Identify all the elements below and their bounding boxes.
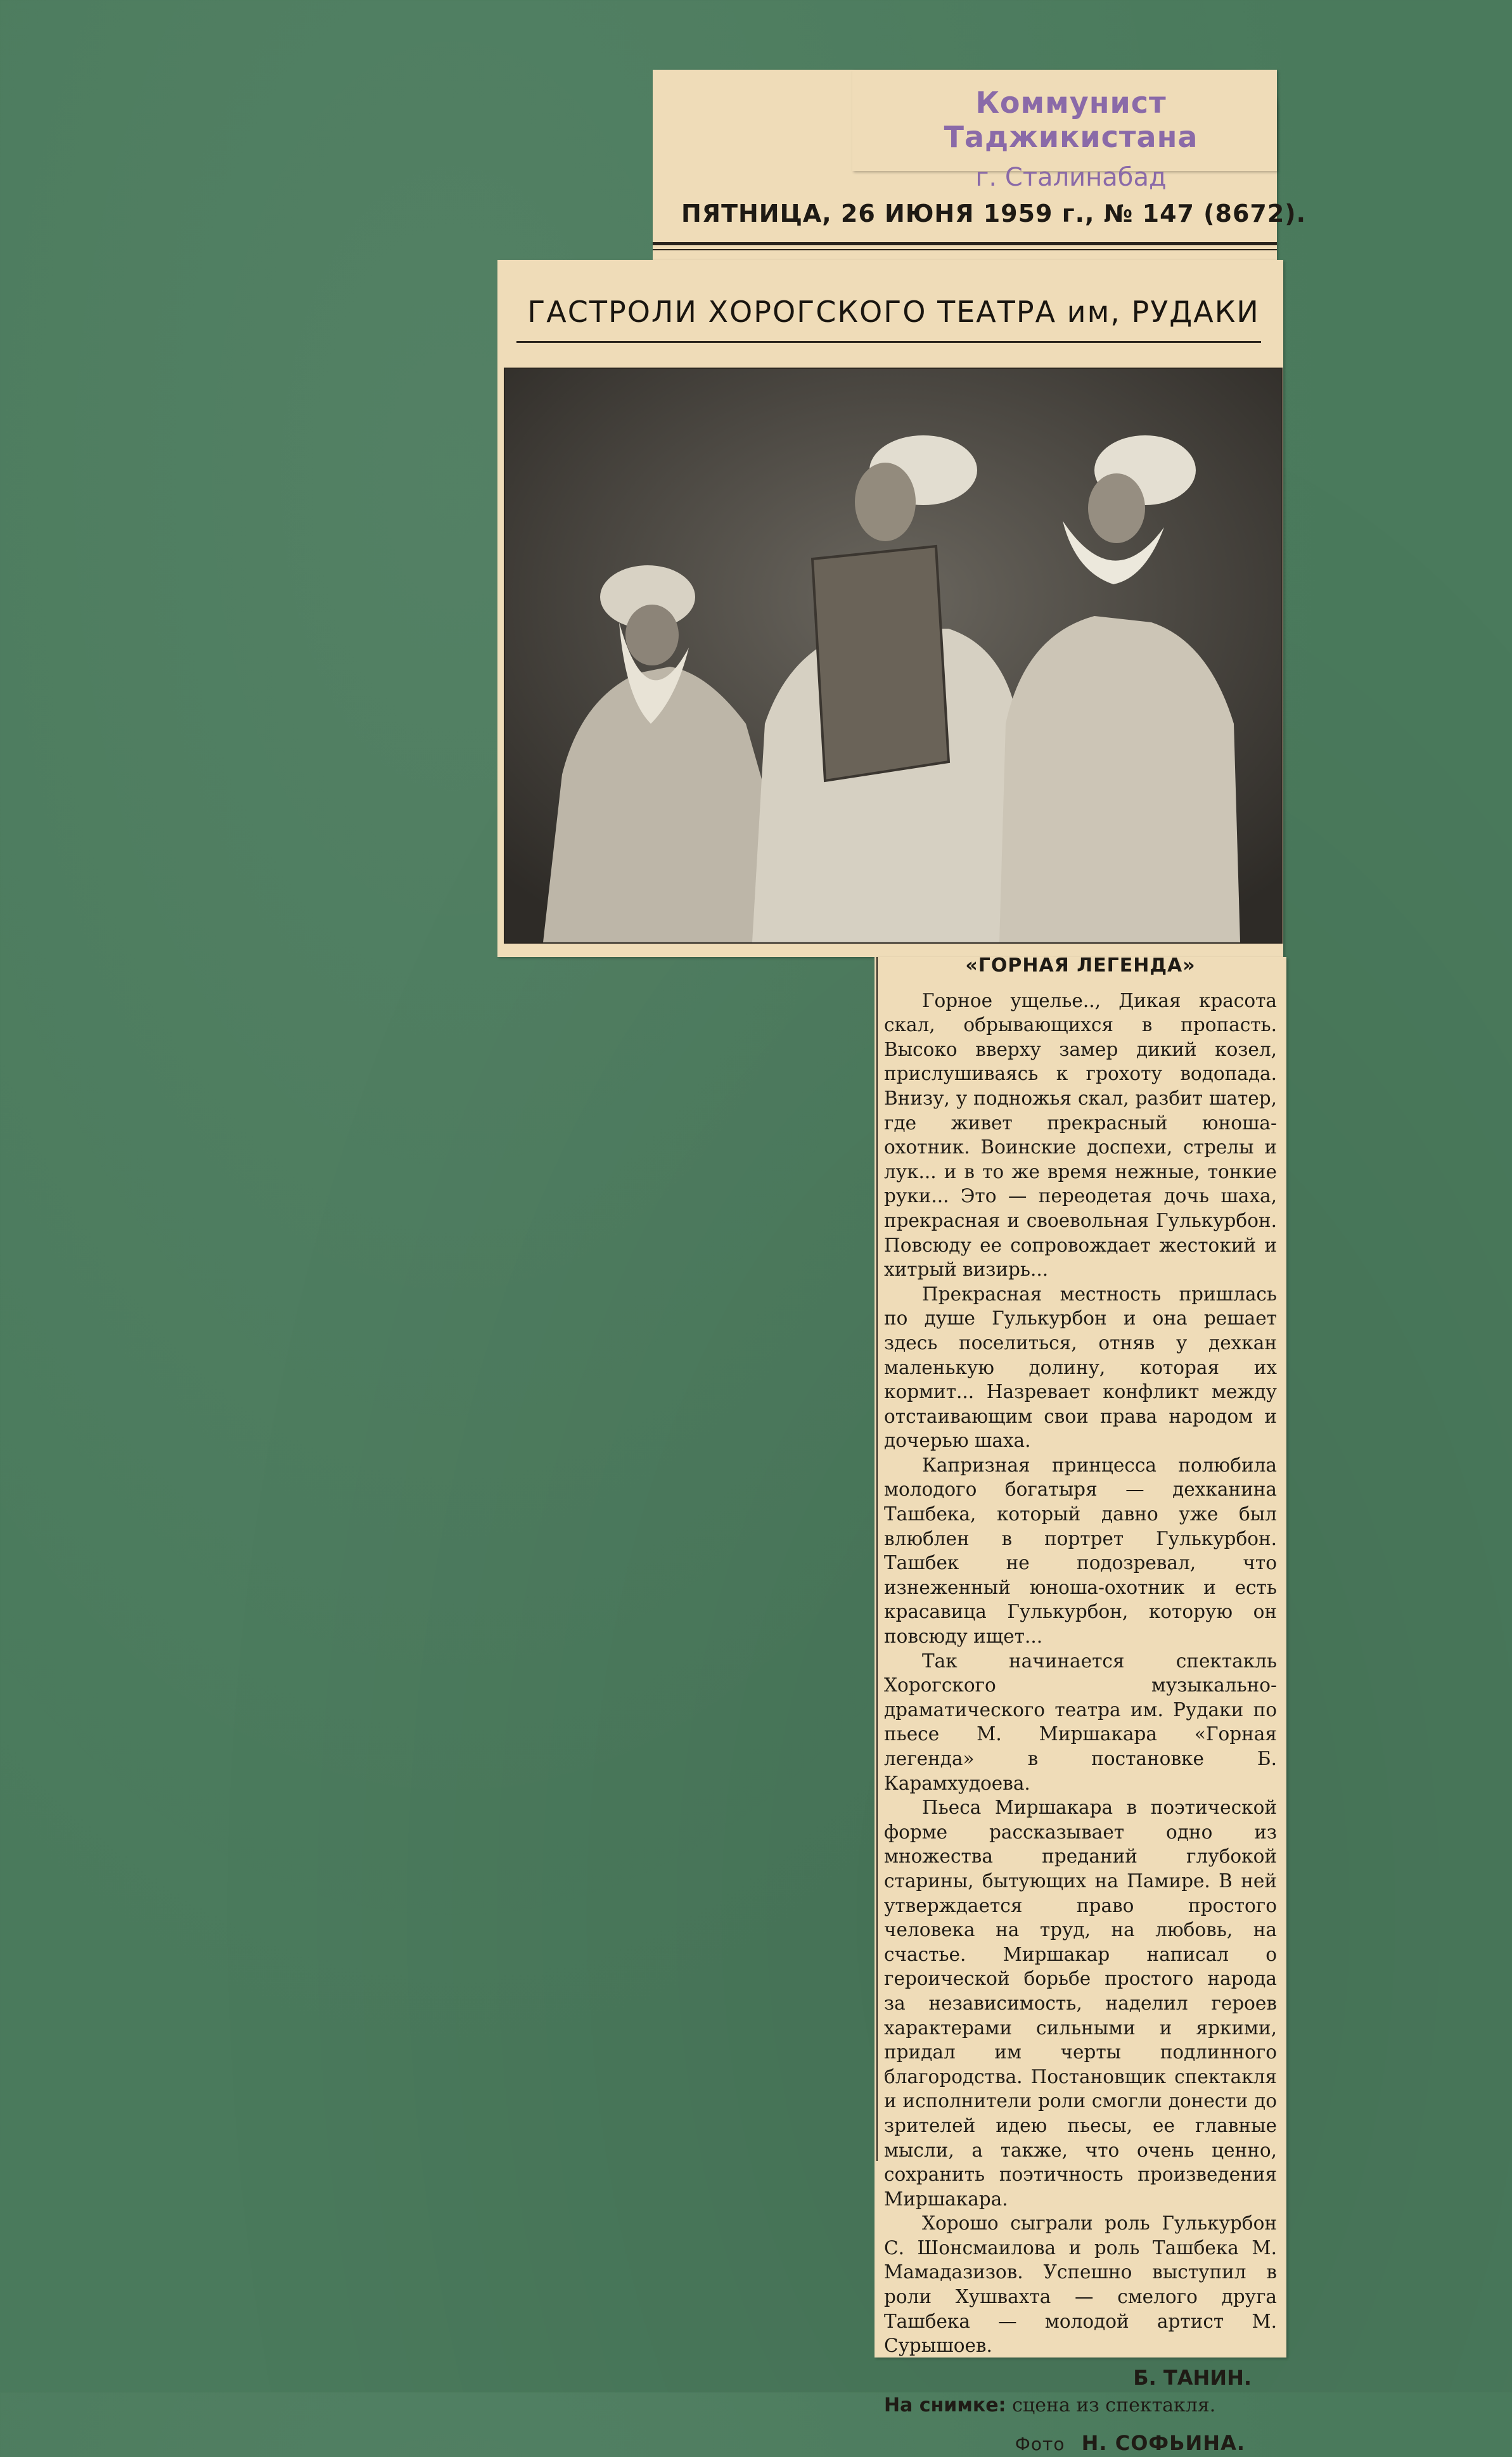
stamp-city: г. Сталинабад [975, 163, 1167, 192]
article-column [884, 954, 1277, 2457]
article-paragraph: Пьеса Миршакара в поэтической форме рассказывает одно из множества преданий глубокой старины, бытующих на Памире. В ней утверждается право простого человека на труд, на любовь, на счастье. Миршакар написал о героической борьбе простого народа за независимость, наделил героев характерами сильными и яркими, придал им черты подлинного благородства. Постановщик спектакля и исполнители роли смогли донести до зрителей идею пьесы, ее главные мысли, а также, что очень ценно, сохранить поэтичность произведения Миршакара. [884, 1797, 1277, 2210]
photographer-name: Н. СОФЬИНА. [1081, 2431, 1245, 2456]
caption-text: сцена из спектакля. [1012, 2394, 1216, 2417]
article-paragraph: Так начинается спектакль Хорогского музыкально-драматического театра им. Рудаки по пьесе М. Миршакара «Горная легенда» в постановке Б. Карамхудоева. [884, 1650, 1277, 1794]
caption-lead: На снимке: [884, 2394, 1006, 2417]
photo-credit [884, 2431, 1277, 2457]
scene-photo [504, 368, 1283, 944]
headline-rule [516, 341, 1261, 343]
dateline-rule-thin [653, 249, 1277, 250]
article-paragraph: Капризная принцесса полюбила молодого богатыря — дехканина Ташбека, который давно уже был влюблен в портрет Гулькурбон. Ташбек не подозревал, что изнеженный юноша-охотник и есть красавица Гулькурбон, которую он повсюду ищет... [884, 1454, 1277, 1648]
article-headline: ГАСТРОЛИ ХОРОГСКОГО ТЕАТРА им, РУДАКИ [527, 295, 1260, 329]
article-subhead: «ГОРНАЯ ЛЕГЕНДА» [965, 954, 1196, 977]
photo-caption [884, 2394, 1277, 2418]
photo-credit-label: Фото [1015, 2434, 1065, 2455]
article-paragraph: Прекрасная местность пришлась по душе Гулькурбон и она решает здесь поселиться, отняв у дехкан маленькую долину, которая их кормит... Назревает конфликт между отстаивающим свои права народом и дочерью шаха. [884, 1283, 1277, 1452]
author-byline: Б. ТАНИН. [1133, 2365, 1252, 2390]
column-left-rule [876, 957, 878, 2161]
article-paragraph: Хорошо сыграли роль Гулькурбон С. Шонсмаилова и роль Ташбека М. Мамадазизов. Успешно выступил в роли Хушвахта — смелого друга Ташбека — молодой артист М. Сурышоев. [884, 2212, 1277, 2357]
issue-dateline: ПЯТНИЦА, 26 ИЮНЯ 1959 г., № 147 (8672). [681, 200, 1307, 228]
stamp-newspaper-name: Коммунист Таджикистана [944, 86, 1198, 154]
dateline-rule [653, 242, 1277, 245]
newspaper-stamp [868, 86, 1274, 192]
article-paragraph: Горное ущелье.., Дикая красота скал, обрывающихся в пропасть. Высоко вверху замер дикий козел, прислушиваясь к грохоту водопада. Внизу, у подножья скал, разбит шатер, где живет прекрасный юноша-охотник. Воинские доспехи, стрелы и лук... и в то же время нежные, тонкие руки... Это — переодетая дочь шаха, прекрасная и своевольная Гулькурбон. Повсюду ее сопровождает жестокий и хитрый визирь... [884, 989, 1277, 1281]
